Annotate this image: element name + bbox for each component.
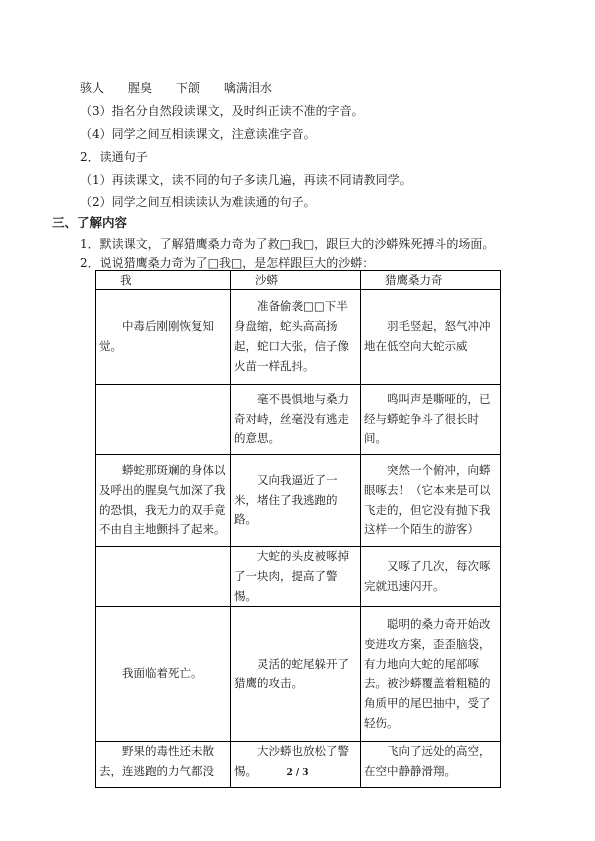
vocab-list (80, 80, 296, 96)
task-2: 2．说说猎鹰桑力奇为了□我□，是怎样跟巨大的沙蟒： (80, 256, 375, 270)
section-2-item-1: （1）再读课文，读不同的句子多读几遍，再读不同请教同学。 (80, 173, 412, 187)
table-cell: 灵活的蛇尾躲开了猎鹰的攻击。 (231, 607, 361, 742)
task-1: 1．默读课文，了解猎鹰桑力奇为了救□我□，跟巨大的沙蟒殊死搏斗的场面。 (80, 237, 495, 251)
table-cell: 毫不畏惧地与桑力奇对峙，丝毫没有逃走的意思。 (231, 385, 361, 455)
table-cell: 大蛇的头皮被啄掉了一块肉，提高了警惕。 (231, 547, 361, 607)
table-row (96, 385, 501, 455)
table-cell: 大沙蟒也放松了警惕。 (231, 742, 361, 788)
section-2-title: 2．读通句子 (80, 150, 148, 164)
step-3: （3）指名分自然段读课文，及时纠正读不准的字音。 (80, 104, 364, 118)
section-2-item-2: （2）同学之间互相读读认为难读通的句子。 (80, 195, 316, 209)
table-cell: 我面临着死亡。 (96, 607, 231, 742)
table-row (96, 455, 501, 547)
table-cell (96, 385, 231, 455)
header-falcon: 猎鹰桑力奇 (361, 271, 501, 290)
step-4: （4）同学之间互相读课文，注意读准字音。 (80, 127, 316, 141)
table-cell: 突然一个俯冲，向蟒眼啄去！（它本来是可以飞走的，但它没有抛下我这样一个陌生的游客） (361, 455, 501, 547)
comparison-table (95, 270, 501, 788)
table-cell: 聪明的桑力奇开始改变进攻方案，歪歪脑袋，有力地向大蛇的尾部啄去。被沙蟒覆盖着粗糙的角质甲的尾巴抽中，受了轻伤。 (361, 607, 501, 742)
page-number: 2 / 3 (286, 768, 309, 778)
table-cell: 飞向了远处的高空，在空中静静滑翔。 (361, 742, 501, 788)
table-cell: 羽毛竖起，怒气冲冲地在低空向大蛇示威 (361, 290, 501, 385)
vocab-word: 噙满泪水 (224, 81, 273, 95)
table-row (96, 290, 501, 385)
table-cell: 鸣叫声是嘶哑的，已经与蟒蛇争斗了很长时间。 (361, 385, 501, 455)
table-cell: 又向我逼近了一米，堵住了我逃跑的路。 (231, 455, 361, 547)
table-cell: 准备偷袭□□下半身盘缩，蛇头高高扬起，蛇口大张，信子像火苗一样乱抖。 (231, 290, 361, 385)
table-cell (96, 547, 231, 607)
header-sand-python: 沙蟒 (231, 271, 361, 290)
section-3-heading: 三、了解内容 (52, 215, 128, 230)
table-cell: 又啄了几次，每次啄完就迅速闪开。 (361, 547, 501, 607)
vocab-word: 骇人 (80, 81, 105, 95)
table-row (96, 742, 501, 788)
vocab-word: 下颌 (176, 81, 201, 95)
table-cell: 野果的毒性还未散去，连逃跑的力气都没 (96, 742, 231, 788)
table-row (96, 547, 501, 607)
table-header-row (96, 271, 501, 290)
table-cell: 蟒蛇那斑斓的身体以及呼出的腥臭气加深了我的恐惧，我无力的双手竟不由自主地颤抖了起来。 (96, 455, 231, 547)
header-me: 我 (96, 271, 231, 290)
vocab-word: 腥臭 (128, 81, 153, 95)
table-row (96, 607, 501, 742)
table-cell: 中毒后刚刚恢复知觉。 (96, 290, 231, 385)
